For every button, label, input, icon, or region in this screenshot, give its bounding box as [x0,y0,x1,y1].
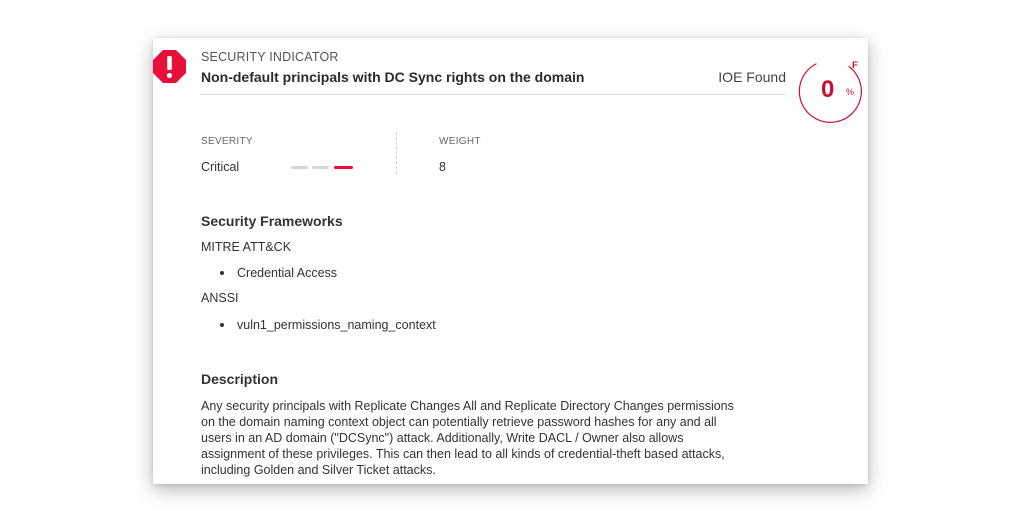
severity-level-segment [291,166,308,169]
metric-divider [396,132,397,174]
score-unit: % [846,87,855,97]
ioe-status: IOE Found [718,69,786,85]
severity-label: SEVERITY [201,136,253,147]
severity-value: Critical [201,160,240,174]
weight-value: 8 [439,160,446,174]
indicator-title: Non-default principals with DC Sync rights on the domain [201,69,585,85]
weight-label: WEIGHT [439,136,481,147]
score-grade: F [852,60,858,71]
alert-octagon-icon [153,50,186,83]
header-divider [201,94,785,95]
description-text: Any security principals with Replicate Changes All and Replicate Directory Changes permissions on the domain naming context object can potentially retrieve password hashes for any and all users in an AD domain ("DCSync") attack. Additionally, Write DACL / Owner also allows assignment of these privileges. This can then lead to all kinds of credential-theft based attacks, including Golden and Silver Ticket attacks. [201,399,734,477]
framework-entry: Credential Access [237,266,338,280]
security-indicator-card [153,38,868,484]
section-eyebrow: SECURITY INDICATOR [201,50,339,64]
severity-level-segment [334,166,353,169]
framework-name: MITRE ATT&CK [201,240,292,254]
severity-level-segment [312,166,329,169]
bullet-icon [220,271,224,275]
frameworks-title: Security Frameworks [201,213,343,229]
score-value: 0 [821,76,835,103]
description-title: Description [201,371,279,387]
bullet-icon [220,323,224,327]
framework-entry: vuln1_permissions_naming_context [237,318,436,332]
framework-name: ANSSI [201,291,239,305]
